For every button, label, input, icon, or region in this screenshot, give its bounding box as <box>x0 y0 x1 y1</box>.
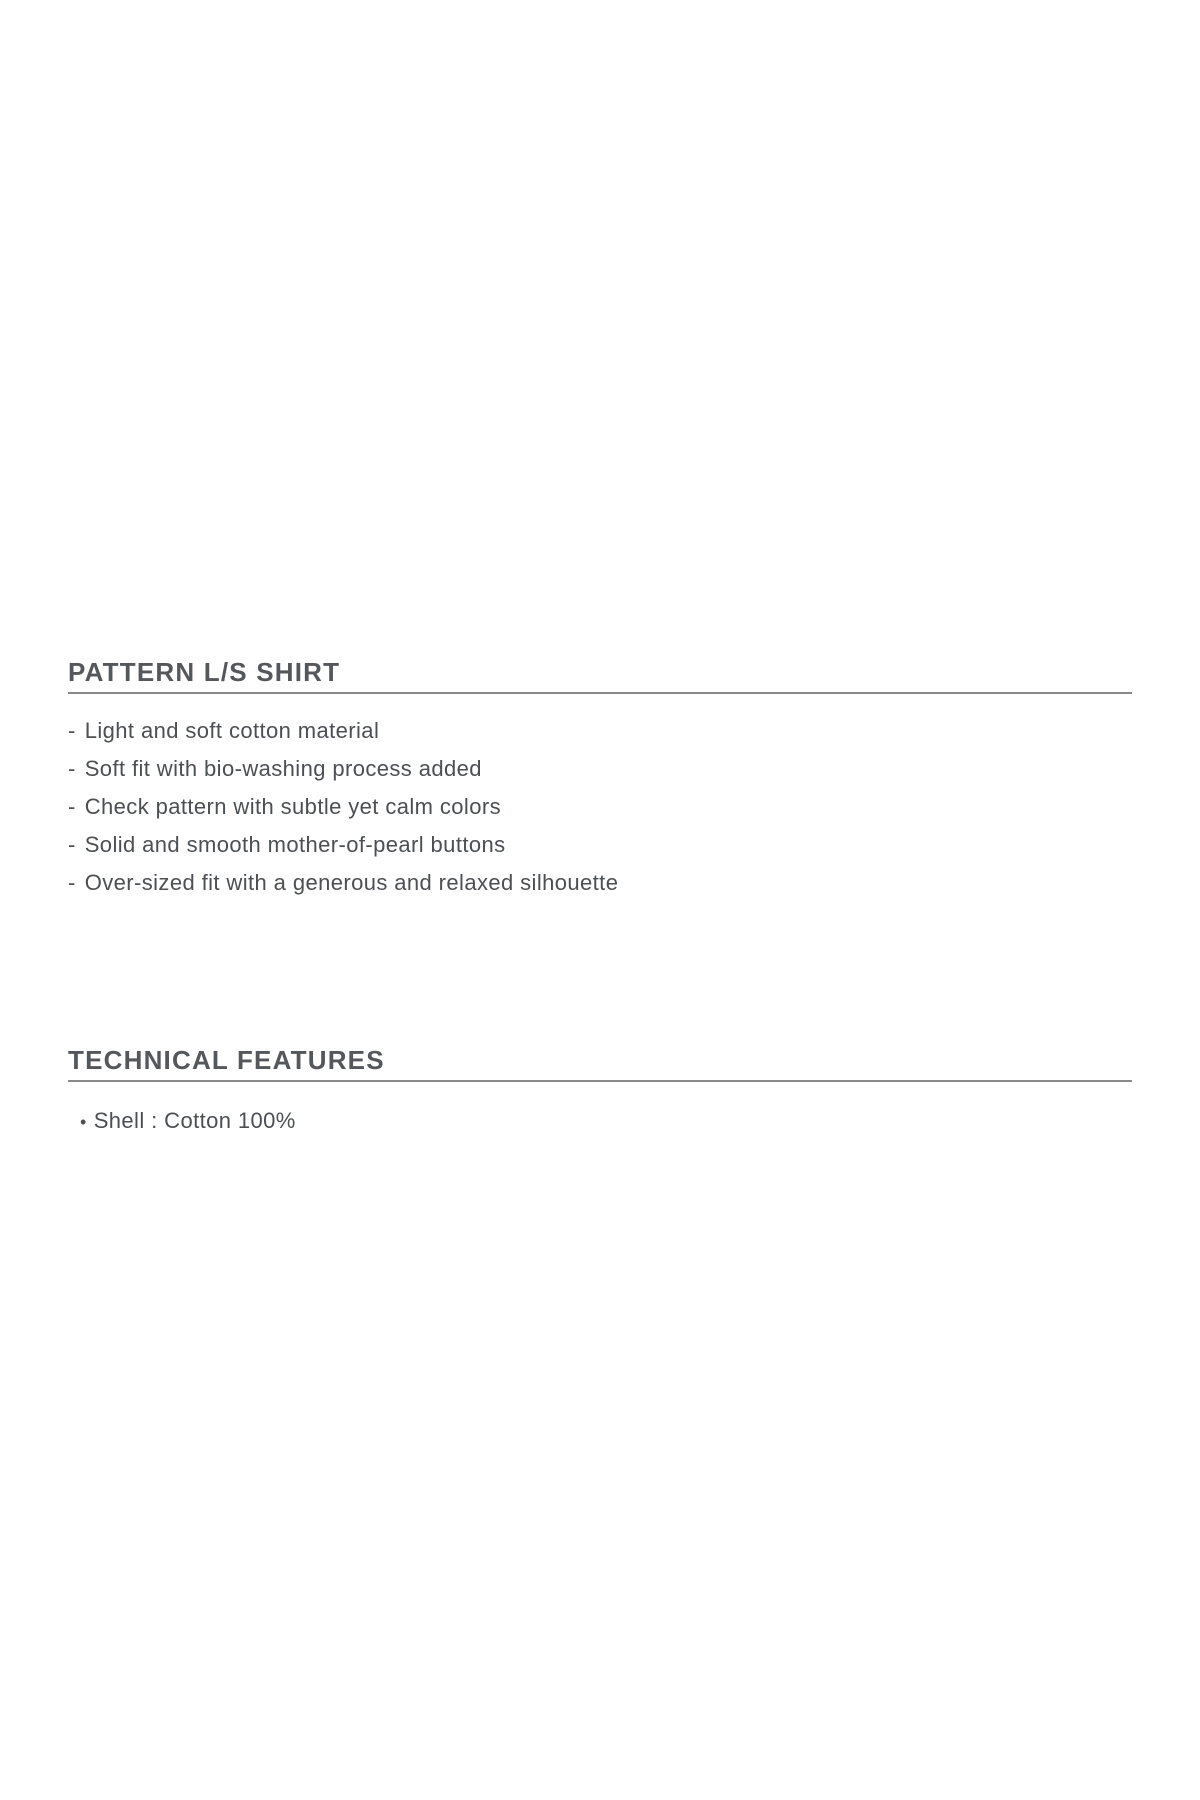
feature-text: Check pattern with subtle yet calm colors <box>84 794 501 819</box>
feature-text: Over-sized fit with a generous and relaxed silhouette <box>84 870 619 895</box>
dash-bullet: - <box>68 832 76 857</box>
section-product-description <box>68 657 1132 902</box>
feature-item <box>68 712 1132 750</box>
section-technical-features <box>68 1045 1132 1140</box>
feature-text: Light and soft cotton material <box>84 718 380 743</box>
feature-item <box>68 788 1132 826</box>
dash-bullet: - <box>68 794 76 819</box>
feature-item <box>80 1102 1132 1140</box>
dash-bullet: - <box>68 870 76 895</box>
technical-features-title: TECHNICAL FEATURES <box>68 1045 385 1075</box>
technical-feature-list <box>68 1102 1132 1140</box>
dash-bullet: - <box>68 718 76 743</box>
dot-bullet: • <box>80 1112 87 1132</box>
feature-item <box>68 826 1132 864</box>
feature-text: Shell : Cotton 100% <box>93 1108 296 1133</box>
section-divider <box>68 692 1132 694</box>
section-divider <box>68 1080 1132 1082</box>
product-description-title: PATTERN L/S SHIRT <box>68 657 341 687</box>
feature-text: Soft fit with bio-washing process added <box>84 756 482 781</box>
feature-text: Solid and smooth mother-of-pearl buttons <box>84 832 506 857</box>
product-feature-list <box>68 712 1132 902</box>
feature-item <box>68 864 1132 902</box>
dash-bullet: - <box>68 756 76 781</box>
feature-item <box>68 750 1132 788</box>
